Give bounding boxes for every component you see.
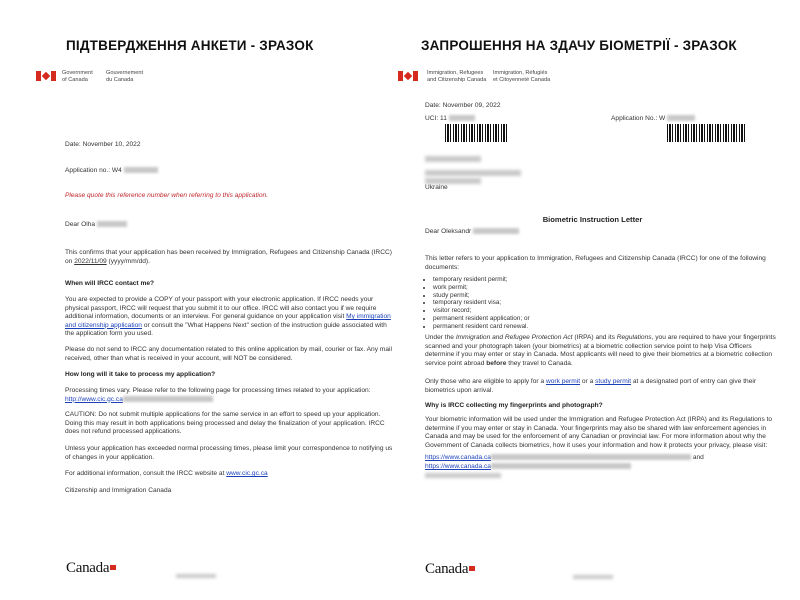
study-permit-link[interactable]: study permit bbox=[595, 378, 632, 385]
confirm-paragraph: This confirms that your application has been received by Immigration, Refugees and Citizenship Canada (IRCC) on 2022/11/09 (yyyy/mm/dd). bbox=[65, 249, 392, 265]
recipient-address-1 bbox=[425, 170, 521, 176]
footer-code bbox=[176, 574, 216, 578]
canada-flag-icon bbox=[36, 71, 56, 81]
confirmation-letter bbox=[30, 64, 405, 592]
passport-paragraph: You are expected to provide a COPY of your passport with your electronic application. If IRCC needs your physical passport, IRCC will request that you submit it to our office. IRCC will also contact you if we require additional information, documents or an interview. For general guidance on your application visit My immigration and citizenship application or consult the "What Happens Next" section of the instruction guide associated with the application form you used. bbox=[65, 296, 391, 338]
uci-number: UCI: 11 bbox=[425, 115, 790, 124]
canada-flag-icon bbox=[398, 71, 418, 81]
biometrics-link-2[interactable]: https://www.canada.ca bbox=[425, 463, 491, 470]
link-continuation bbox=[425, 473, 501, 478]
left-heading: ПІДТВЕРДЖЕННЯ АНКЕТИ - ЗРАЗОК bbox=[66, 38, 314, 53]
intro-paragraph: This letter refers to your application to Immigration, Refugees and Citizenship Canada (IRCC) for one of the following documents: bbox=[425, 255, 766, 271]
letter-date: Date: November 10, 2022 bbox=[65, 141, 141, 148]
ircc-website-link[interactable]: www.cic.gc.ca bbox=[226, 470, 268, 477]
gov-name-en: Government of Canada bbox=[62, 70, 93, 83]
canada-wordmark: Canada bbox=[425, 565, 475, 574]
document-list bbox=[425, 276, 530, 331]
recipient-name bbox=[425, 156, 481, 162]
received-date: 2022/11/09 bbox=[74, 257, 107, 265]
heading-process: How long will it take to process my application? bbox=[65, 371, 216, 378]
list-item: • temporary resident visa; bbox=[433, 299, 530, 307]
irpa-paragraph: Under the Immigration and Refugee Protection Act (IRPA) and its Regulations, you are required to have your fingerprints scanned and your photograph taken (your biometrics) at a biometric collection service point to help Visa Officers determine if you may enter or stay in Canada. Most applicants will need to give their biometrics at a biometric collection service point abroad before they travel to Canada. bbox=[425, 334, 776, 367]
why-paragraph: Your biometric information will be used under the Immigration and Refugee Protection Act (IRPA) and its Regulations to determine if you may enter or stay in Canada. Your fingerprints may also be shared with law enforcement agencies in Canada and may be used for the enforcement of any Canadian or provincial law. For more information about why the Government of Canada collects biometrics, how it uses your information and how it protects your privacy, please visit: bbox=[425, 416, 773, 449]
biometrics-link-1[interactable]: https://www.canada.ca bbox=[425, 454, 491, 461]
dept-name-fr: Immigration, Réfugiés et Citoyenneté Canada bbox=[493, 70, 551, 83]
biometric-letter bbox=[395, 64, 790, 592]
list-item: • visitor record; bbox=[433, 307, 530, 315]
footer-code bbox=[573, 575, 613, 579]
links-row: https://www.canada.ca and bbox=[425, 454, 704, 461]
letter-date: Date: November 09, 2022 bbox=[425, 102, 501, 109]
eligible-paragraph: Only those who are eligible to apply for a work permit or a study permit at a designated port of entry can give their biometrics upon arrival. bbox=[425, 378, 757, 394]
letter-title: Biometric Instruction Letter bbox=[542, 215, 643, 224]
times-paragraph: Processing times vary. Please refer to the following page for processing times related to your application: http://www.cic.gc.ca bbox=[65, 387, 371, 403]
work-permit-link[interactable]: work permit bbox=[545, 378, 581, 385]
uci-barcode bbox=[445, 124, 509, 142]
gov-name-fr: Gouvernement du Canada bbox=[106, 70, 144, 83]
application-number: Application no.: W4 bbox=[65, 167, 405, 176]
maple-flag-icon bbox=[110, 565, 116, 570]
caution-paragraph: CAUTION: Do not submit multiple applications for the same service in an effort to speed up your application. Doing this may result in both applications being processed and delay the finalization of your application. IRCC does not refund processed applications. bbox=[65, 411, 385, 436]
salutation: Dear Oleksandr bbox=[425, 228, 790, 237]
canada-wordmark: Canada bbox=[66, 564, 116, 573]
reference-note: Please quote this reference number when referring to this application. bbox=[65, 192, 269, 199]
letter-header bbox=[395, 68, 595, 86]
no-send-paragraph: Please do not send to IRCC any documentation related to this online application by mail, courier or fax. Any mail received, other than what is received in your account, will NOT be considered. bbox=[65, 346, 392, 362]
dept-name-en: Immigration, Refugees and Citizenship Canada bbox=[427, 70, 487, 83]
recipient-country: Ukraine bbox=[425, 184, 448, 191]
right-heading: ЗАПРОШЕННЯ НА ЗДАЧУ БІОМЕТРІЇ - ЗРАЗОК bbox=[421, 38, 737, 53]
processing-times-link[interactable]: http://www.cic.gc.ca bbox=[65, 395, 123, 403]
info-paragraph: For additional information, consult the IRCC website at www.cic.gc.ca bbox=[65, 470, 268, 477]
list-item: • study permit; bbox=[433, 292, 530, 300]
maple-flag-icon bbox=[469, 566, 475, 571]
links-row-2 bbox=[425, 463, 790, 472]
application-number: Application No.: W bbox=[611, 115, 790, 124]
signoff: Citizenship and Immigration Canada bbox=[65, 487, 172, 494]
list-item: • temporary resident permit; bbox=[433, 276, 530, 284]
list-item: • permanent resident card renewal. bbox=[433, 323, 530, 331]
application-barcode bbox=[667, 124, 747, 142]
heading-contact: When will IRCC contact me? bbox=[65, 280, 155, 287]
list-item: • work permit; bbox=[433, 284, 530, 292]
list-item: • permanent resident application; or bbox=[433, 315, 530, 323]
letter-header bbox=[30, 68, 230, 86]
my-application-link[interactable]: My immigration and citizenship application bbox=[65, 313, 391, 329]
salutation: Dear Olha bbox=[65, 221, 405, 230]
unless-paragraph: Unless your application has exceeded normal processing times, please limit your correspondence to notifying us of changes in your application. bbox=[65, 445, 393, 461]
heading-why: Why is IRCC collecting my fingerprints and photograph? bbox=[425, 402, 603, 409]
